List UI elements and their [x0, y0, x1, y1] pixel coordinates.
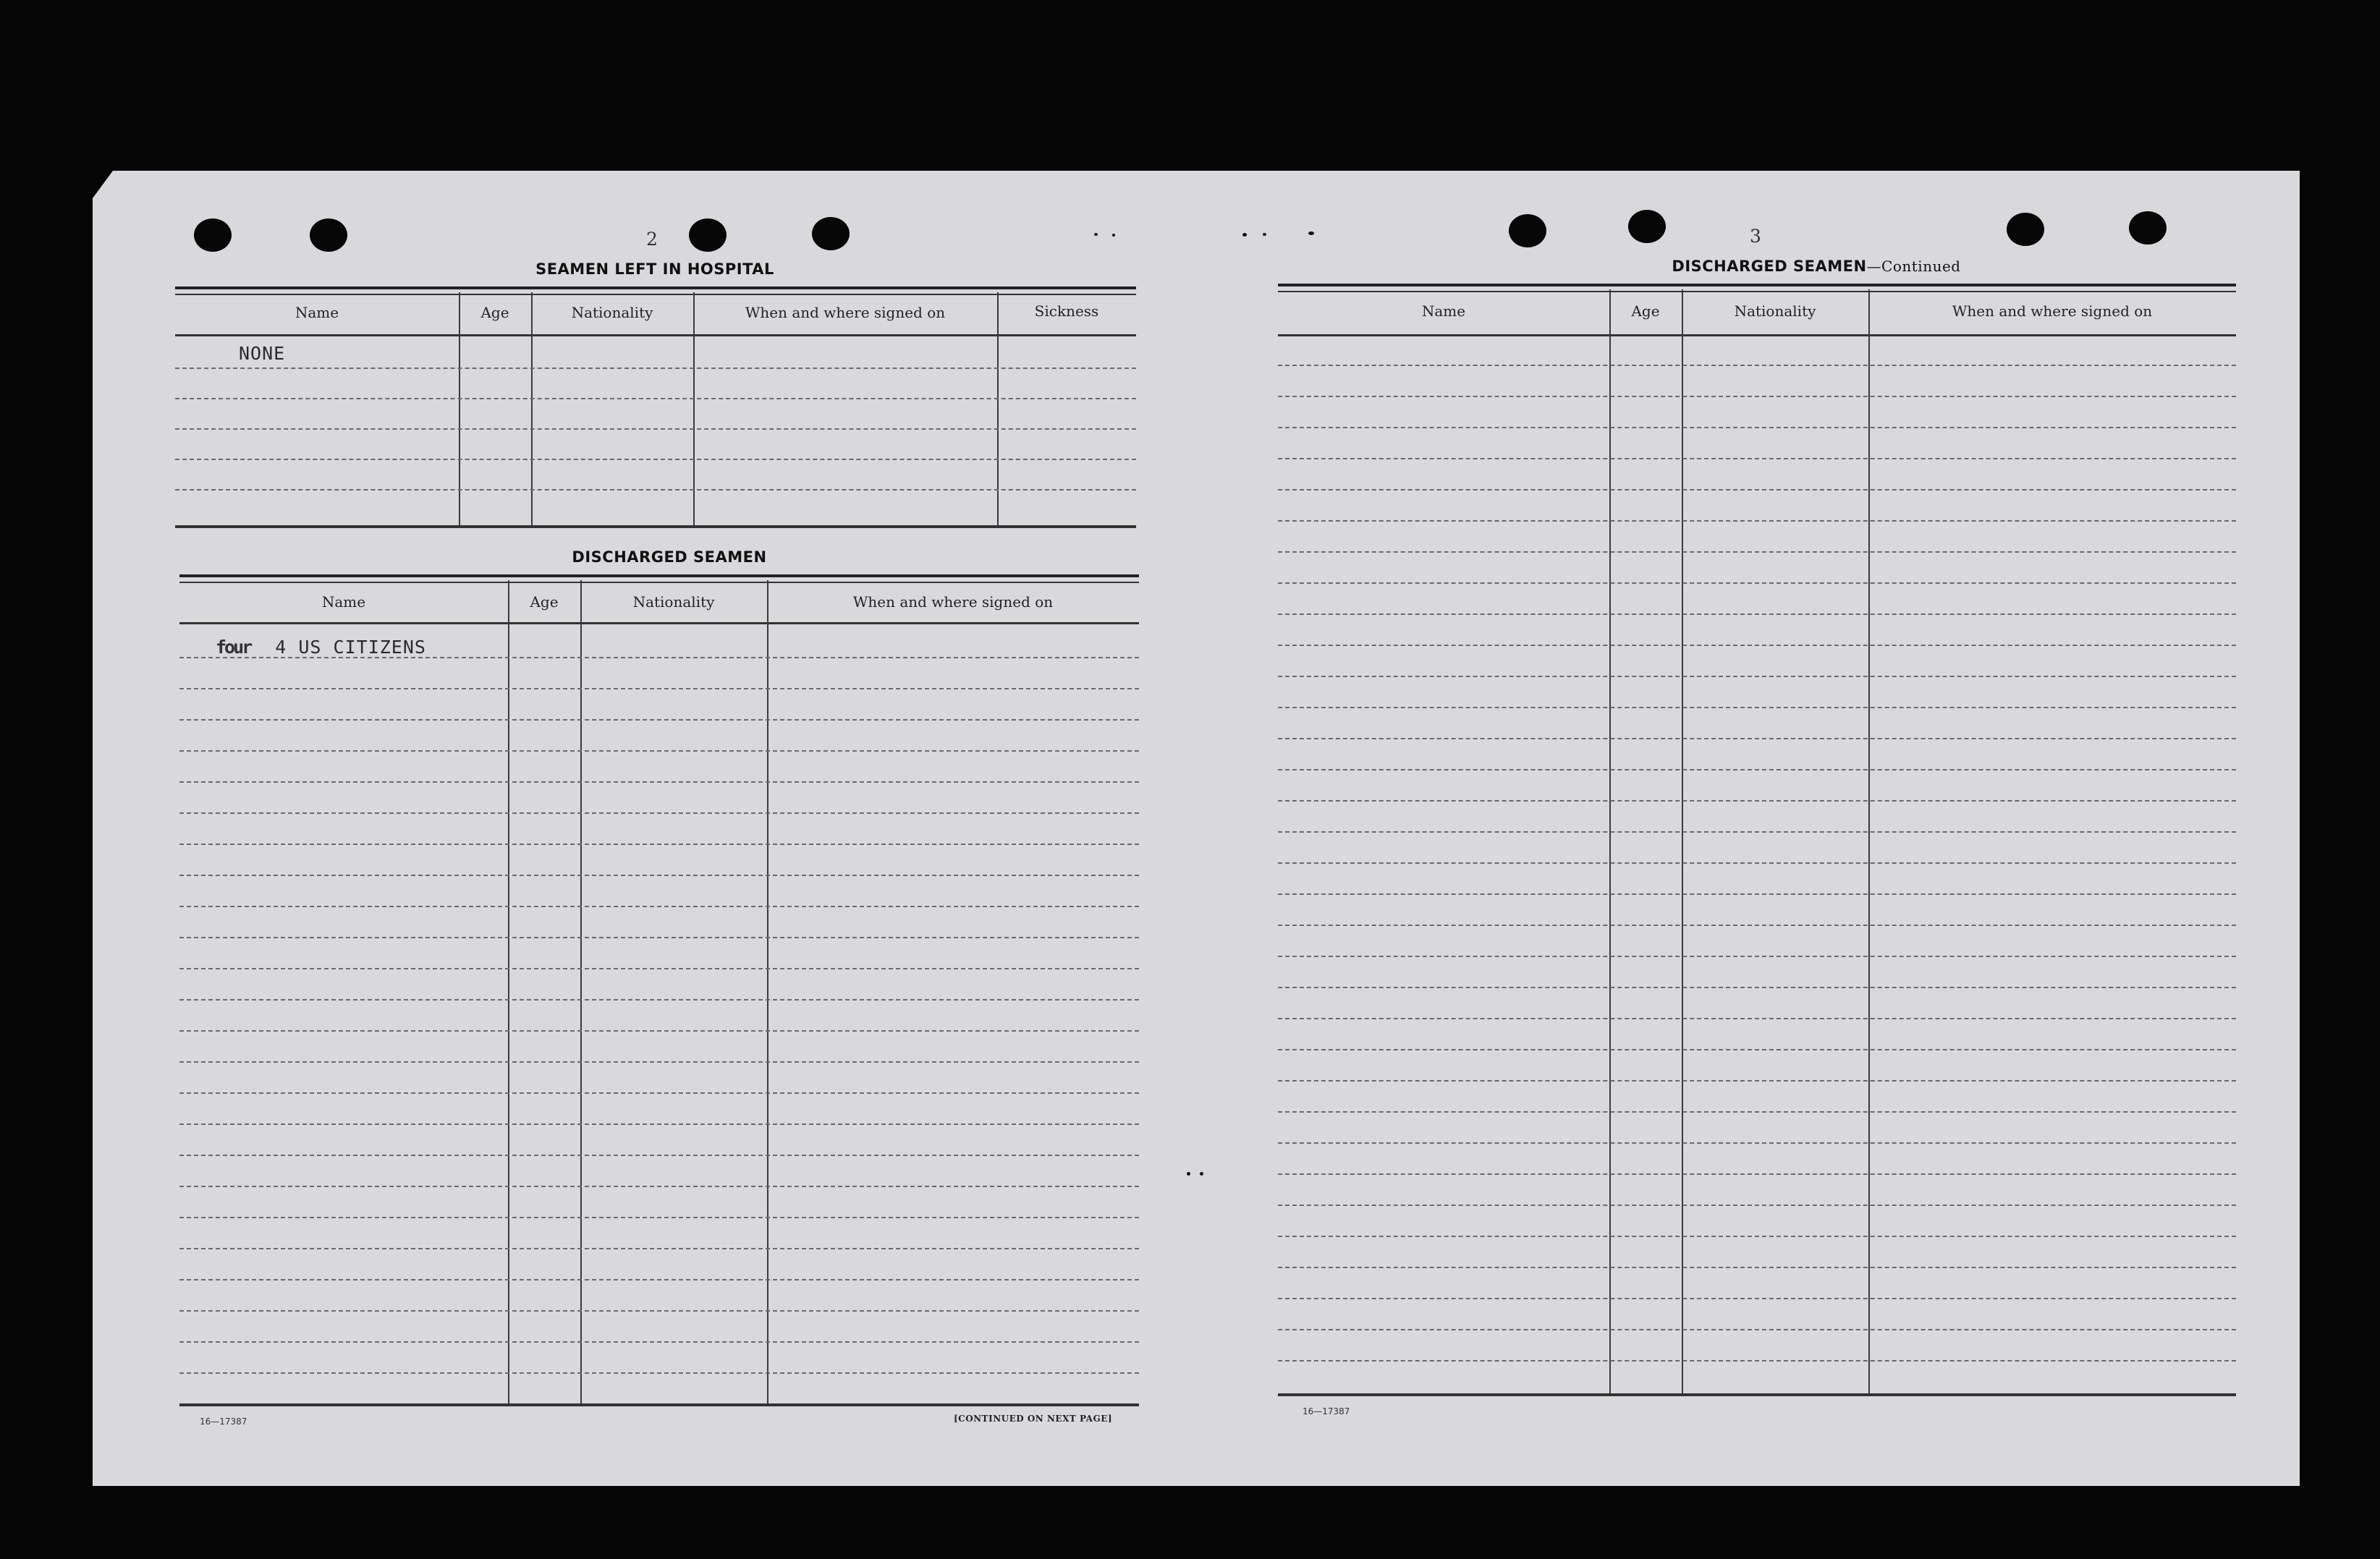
- table-bottom-rule: [179, 1403, 1139, 1406]
- table-row-line: [1278, 925, 2236, 926]
- column-header-when-where-signed-on: When and where signed on: [1952, 302, 2153, 320]
- table-row-line: [1278, 676, 2236, 677]
- discharged-section-title: DISCHARGED SEAMEN: [572, 548, 767, 566]
- table-row-line: [179, 1279, 1139, 1280]
- table-row-line: [1278, 458, 2236, 459]
- table-row-line: [1278, 862, 2236, 864]
- page-number: 2: [646, 229, 658, 250]
- column-header-name: Name: [321, 593, 366, 611]
- form-number: 16—17387: [200, 1416, 247, 1427]
- table-row-line: [1278, 1173, 2236, 1175]
- discharged-entry-text: 4 US CITIZENS: [275, 637, 426, 658]
- discharged-continued-title-main: DISCHARGED SEAMEN: [1672, 258, 1867, 275]
- table-row-line: [179, 688, 1139, 689]
- table-row-line: [1278, 613, 2236, 615]
- table-row-line: [179, 1341, 1139, 1343]
- scan-speck: [1112, 234, 1115, 237]
- table-row-line: [179, 781, 1139, 783]
- column-divider: [1609, 289, 1611, 1396]
- folded-corner: [93, 171, 113, 198]
- discharged-continued-table: [1278, 284, 2236, 1398]
- table-row-line: [1278, 365, 2236, 366]
- table-top-rule: [175, 286, 1136, 295]
- table-row-line: [179, 1030, 1139, 1032]
- discharged-entry: [216, 637, 426, 658]
- table-row-line: [1278, 427, 2236, 428]
- scan-speck: [1263, 233, 1266, 236]
- column-header-when-where-signed-on: When and where signed on: [745, 304, 946, 321]
- table-row-line: [1278, 738, 2236, 739]
- column-divider: [693, 292, 695, 528]
- table-row-line: [1278, 956, 2236, 957]
- table-top-rule: [179, 574, 1139, 583]
- table-row-line: [175, 459, 1136, 460]
- scan-speck: [1308, 231, 1314, 235]
- header-rule: [179, 622, 1139, 624]
- table-row-line: [1278, 1111, 2236, 1113]
- table-bottom-rule: [1278, 1393, 2236, 1396]
- table-row-line: [1278, 582, 2236, 584]
- header-rule: [1278, 334, 2236, 336]
- page-number: 3: [1750, 226, 1761, 247]
- column-divider: [531, 292, 533, 528]
- table-bottom-rule: [175, 525, 1136, 528]
- table-row-line: [179, 1372, 1139, 1374]
- table-row-line: [1278, 831, 2236, 833]
- scan-speck: [1242, 233, 1247, 237]
- table-row-line: [179, 719, 1139, 721]
- punch-hole: [1628, 210, 1666, 243]
- hospital-entry: NONE: [239, 343, 286, 364]
- column-header-when-where-signed-on: When and where signed on: [852, 593, 1054, 611]
- table-row-line: [179, 968, 1139, 969]
- column-header-nationality: Nationality: [1734, 302, 1816, 320]
- hospital-table: [175, 286, 1136, 530]
- table-row-line: [1278, 893, 2236, 895]
- column-divider: [997, 292, 999, 528]
- column-header-sickness: Sickness: [1034, 302, 1099, 320]
- punch-hole: [2007, 213, 2044, 246]
- scan-speck: [1094, 233, 1098, 236]
- table-row-line: [1278, 1049, 2236, 1050]
- continued-suffix: —Continued: [1866, 258, 1961, 275]
- table-top-rule: [1278, 284, 2236, 292]
- punch-hole: [689, 218, 727, 252]
- table-row-line: [179, 1123, 1139, 1125]
- table-row-line: [1278, 1329, 2236, 1330]
- table-row-line: [175, 428, 1136, 430]
- table-row-line: [1278, 1018, 2236, 1019]
- table-row-line: [179, 937, 1139, 938]
- table-row-line: [179, 906, 1139, 907]
- table-row-line: [179, 875, 1139, 876]
- table-row-line: [1278, 1360, 2236, 1362]
- table-row-line: [179, 1092, 1139, 1094]
- scan-speck: [1200, 1172, 1203, 1176]
- column-divider: [767, 580, 768, 1406]
- hospital-section-title: SEAMEN LEFT IN HOSPITAL: [535, 260, 774, 278]
- punch-hole: [812, 217, 850, 250]
- table-row-line: [1278, 1236, 2236, 1237]
- table-row-line: [179, 1248, 1139, 1249]
- table-row-line: [1278, 520, 2236, 522]
- table-row-line: [179, 999, 1139, 1001]
- table-row-line: [175, 398, 1136, 399]
- column-header-nationality: Nationality: [571, 304, 653, 321]
- table-row-line: [1278, 1142, 2236, 1144]
- table-row-line: [1278, 396, 2236, 397]
- column-header-age: Age: [530, 593, 559, 611]
- table-row-line: [1278, 489, 2236, 490]
- table-row-line: [179, 1061, 1139, 1063]
- punch-hole: [310, 218, 347, 252]
- header-rule: [175, 334, 1136, 336]
- table-row-line: [1278, 769, 2236, 770]
- table-row-line: [179, 844, 1139, 845]
- punch-hole: [194, 218, 232, 252]
- column-header-nationality: Nationality: [632, 593, 715, 611]
- column-divider: [580, 580, 582, 1406]
- table-row-line: [179, 1155, 1139, 1156]
- struck-typed-text: four: [216, 637, 251, 658]
- column-divider: [508, 580, 509, 1406]
- table-row-line: [1278, 1080, 2236, 1082]
- table-row-line: [1278, 1205, 2236, 1206]
- column-header-age: Age: [1631, 302, 1660, 320]
- continued-note: [CONTINUED ON NEXT PAGE]: [954, 1414, 1113, 1424]
- discharged-table: [179, 574, 1139, 1408]
- punch-hole: [2129, 211, 2167, 245]
- column-header-name: Name: [1421, 302, 1466, 320]
- table-row-line: [179, 1217, 1139, 1218]
- column-divider: [1682, 289, 1683, 1396]
- scan-speck: [1187, 1172, 1190, 1176]
- column-divider: [459, 292, 460, 528]
- table-row-line: [179, 812, 1139, 814]
- table-row-line: [179, 1186, 1139, 1187]
- table-row-line: [179, 750, 1139, 752]
- column-header-age: Age: [480, 304, 509, 321]
- table-row-line: [1278, 551, 2236, 553]
- table-row-line: [1278, 645, 2236, 646]
- column-divider: [1868, 289, 1870, 1396]
- table-row-line: [1278, 800, 2236, 802]
- table-row-line: [179, 1310, 1139, 1312]
- table-row-line: [175, 489, 1136, 490]
- punch-hole: [1509, 214, 1546, 247]
- table-row-line: [1278, 707, 2236, 708]
- form-number: 16—17387: [1303, 1406, 1350, 1416]
- table-row-line: [1278, 987, 2236, 988]
- table-row-line: [1278, 1267, 2236, 1268]
- table-row-line: [175, 368, 1136, 369]
- discharged-continued-title: [1563, 258, 2070, 275]
- table-row-line: [1278, 1298, 2236, 1299]
- column-header-name: Name: [295, 304, 339, 321]
